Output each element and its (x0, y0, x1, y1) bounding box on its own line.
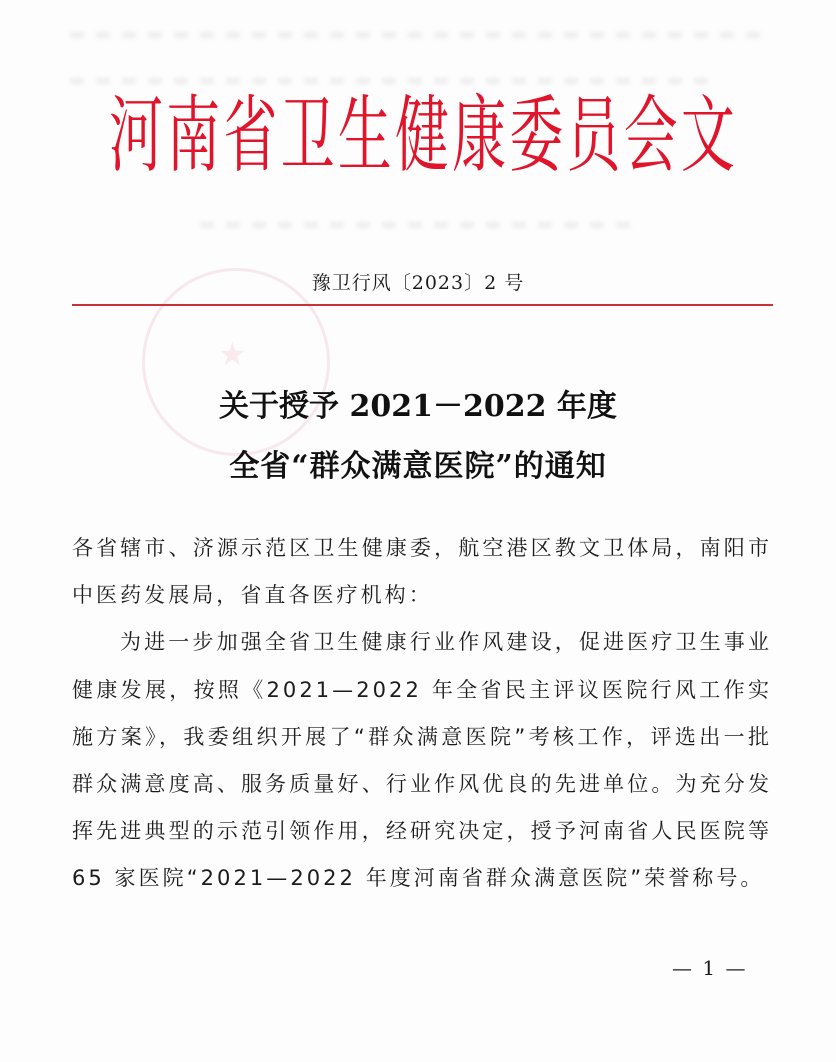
masthead-char: 省 (223, 86, 278, 185)
reverse-side-bleed-through (200, 222, 630, 228)
masthead-char: 卫 (280, 86, 335, 185)
masthead-char: 康 (452, 86, 507, 185)
masthead-char: 南 (166, 86, 221, 185)
masthead-char: 健 (394, 86, 449, 185)
masthead-char: 委 (509, 86, 564, 185)
document-number: 豫卫行风〔2023〕2 号 (311, 272, 525, 294)
masthead-char: 文 (680, 86, 735, 185)
reverse-side-bleed-through (70, 32, 770, 38)
document-title-line-2: 全省“群众满意医院”的通知 (229, 449, 607, 484)
masthead-char: 河 (109, 86, 163, 185)
issuer-masthead (108, 88, 736, 184)
addressees: 各省辖市、济源示范区卫生健康委，航空港区教文卫体局，南阳市中医药发展局，省直各医疗机构： (72, 536, 772, 608)
seal-star-icon: ★ (218, 335, 247, 373)
masthead-char: 会 (623, 86, 678, 185)
masthead-char: 员 (566, 86, 621, 185)
red-separator-rule (72, 304, 773, 306)
reverse-side-bleed-through (70, 78, 710, 84)
document-title-line-1: 关于授予 2021－2022 年度 (219, 389, 617, 424)
masthead-char: 生 (337, 86, 392, 185)
page-number: — 1 — (672, 956, 748, 980)
body-paragraph-1: 为进一步加强全省卫生健康行业作风建设，促进医疗卫生事业健康发展，按照《2021—2022 年全省民主评议医院行风工作实施方案》，我委组织开展了“群众满意医院”考核工作，评选出一批群众满意度高、服务质量好、行业作风优良的先进单位。为充分发挥先进典型的示范引领作用，经研究决定，授予河南省人民医院等 65 家医院“2021—2022 年度河南省群众满意医院”荣誉称号。 (72, 630, 772, 891)
document-body (72, 525, 772, 903)
